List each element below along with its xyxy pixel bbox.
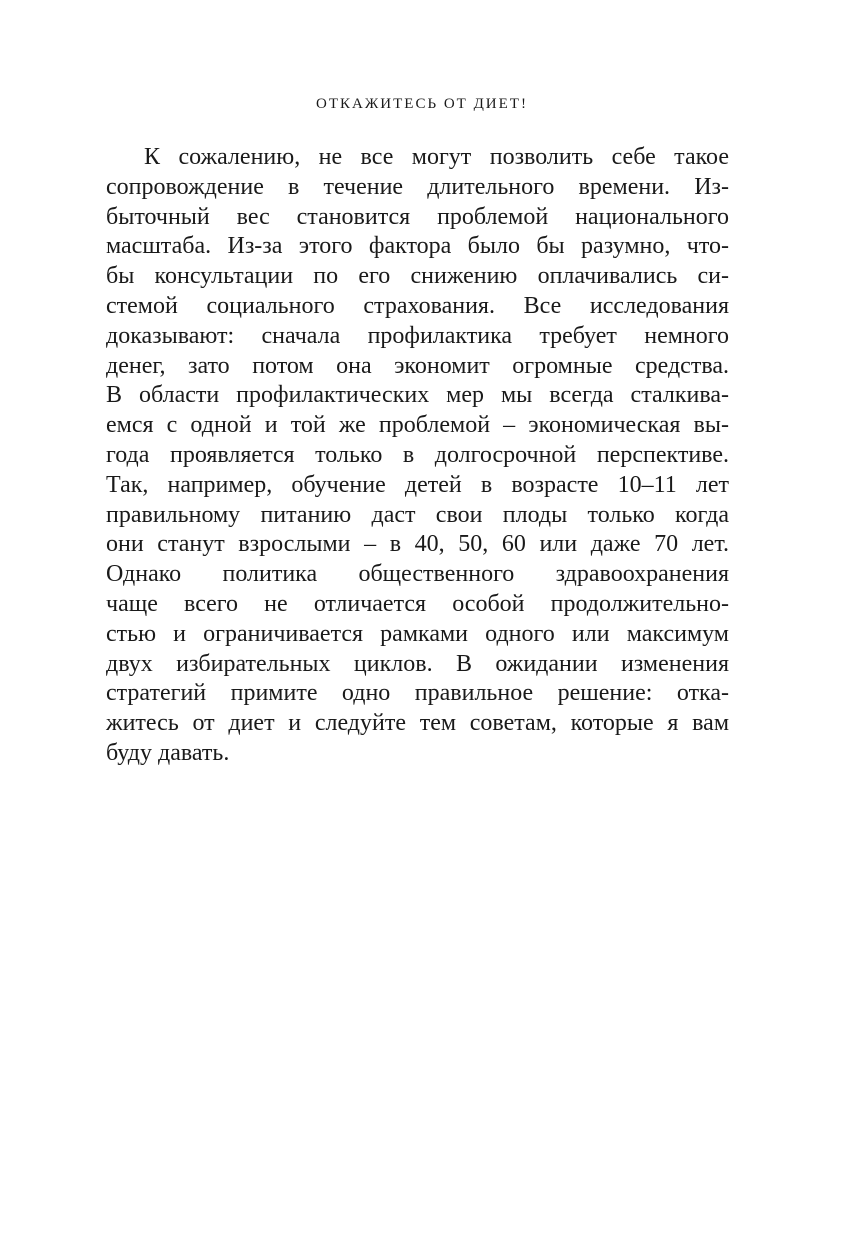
text-line: стратегий примите одно правильное решение: отка- — [106, 680, 729, 707]
text-line: стью и ограничивается рамками одного или максимум — [106, 620, 729, 647]
text-line: сопровождение в течение длительного времени. Из- — [106, 173, 729, 200]
text-line: они станут взрослыми – в 40, 50, 60 или даже 70 лет. — [106, 531, 729, 558]
text-line: В области профилактических мер мы всегда сталкива- — [106, 382, 729, 409]
text-line: двух избирательных циклов. В ожидании изменения — [106, 650, 729, 677]
text-line: буду давать. — [106, 739, 230, 766]
text-line: правильному питанию даст свои плоды только когда — [106, 501, 729, 528]
body-paragraph — [106, 143, 729, 769]
text-line: быточный вес становится проблемой национального — [106, 203, 729, 230]
text-line: бы консультации по его снижению оплачивались си- — [106, 263, 729, 290]
text-line: стемой социального страхования. Все исследования — [106, 292, 729, 319]
text-line: житесь от диет и следуйте тем советам, которые я вам — [106, 710, 729, 737]
text-line: денег, зато потом она экономит огромные средства. — [106, 352, 729, 379]
text-line: емся с одной и той же проблемой – экономическая вы- — [106, 412, 729, 439]
running-head: ОТКАЖИТЕСЬ ОТ ДИЕТ! — [316, 96, 528, 112]
text-line: года проявляется только в долгосрочной перспективе. — [106, 441, 729, 468]
text-line: Так, например, обучение детей в возрасте 10–11 лет — [106, 471, 729, 498]
text-line: масштаба. Из-за этого фактора было бы разумно, что- — [106, 233, 729, 260]
text-line: доказывают: сначала профилактика требует немного — [106, 322, 729, 349]
text-line: Однако политика общественного здравоохранения — [106, 561, 729, 588]
text-line: чаще всего не отличается особой продолжительно- — [106, 590, 729, 617]
text-line: К сожалению, не все могут позволить себе такое — [144, 144, 729, 170]
